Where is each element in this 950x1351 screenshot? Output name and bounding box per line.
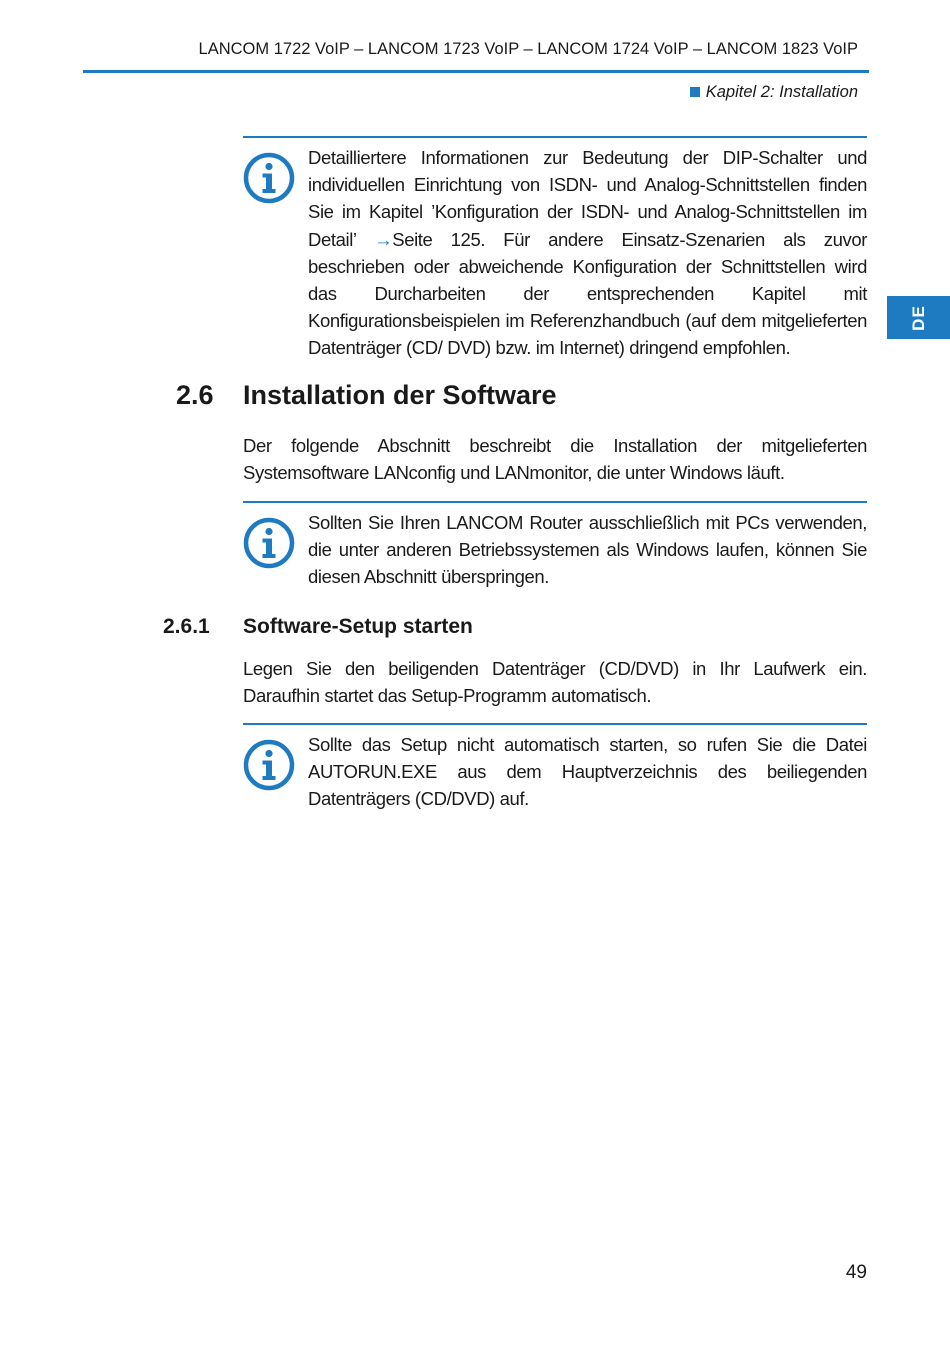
language-tab: [887, 296, 950, 339]
section-2-6-1-title: Software‑Setup starten: [243, 615, 473, 638]
info-note-3-text: Sollte das Setup nicht automatisch starten, so rufen Sie die Datei AUTORUN.EXE aus dem Hauptverzeichnis des beiliegenden Datenträgers (CD/DVD) auf.: [308, 734, 867, 810]
section-2-6-1-number: 2.6.1: [163, 615, 210, 638]
section-2-6-1-body: Legen Sie den beiligenden Datenträger (CD/DVD) in Ihr Laufwerk ein. Daraufhin startet das Setup‑Programm automatisch.: [243, 658, 867, 707]
info-icon: [243, 739, 295, 791]
info-note-2: [243, 501, 867, 591]
header-rule: [83, 70, 869, 73]
running-header: LANCOM 1722 VoIP – LANCOM 1723 VoIP – LANCOM 1724 VoIP – LANCOM 1823 VoIP: [198, 40, 858, 58]
info-note-3: [243, 723, 867, 813]
info-icon: [243, 152, 295, 204]
chapter-label: [0, 83, 858, 102]
chapter-text: Kapitel 2: Installation: [705, 83, 858, 101]
page-number: 49: [845, 1262, 867, 1283]
info-note-1: [243, 136, 867, 362]
info-note-1-text: Detailliertere Informationen zur Bedeutung der DIP‑Schalter und individuellen Einrichtung von ISDN‑ und Analog‑Schnittstellen finden Sie im Kapitel ’Konfiguration der ISDN‑ und Analog‑Schnittstellen im Detail’ →Seite 125. Für andere Einsatz‑Szenarien als zuvor beschrieben oder abweichende Konfiguration der Schnittstellen wird das Durcharbeiten der entsprechenden Kapitel mit Konfigurationsbeispielen im Referenzhandbuch (auf dem mitgelieferten Datenträger (CD/ DVD) bzw. im Internet) dringend empfohlen.: [308, 147, 867, 359]
language-tab-label: DE: [908, 304, 928, 331]
info-note-2-text: Sollten Sie Ihren LANCOM Router ausschließlich mit PCs verwenden, die unter anderen Betriebssystemen als Windows laufen, können Sie diesen Abschnitt überspringen.: [308, 512, 867, 588]
section-2-6-title: Installation der Software: [243, 380, 557, 410]
section-2-6-number: 2.6: [176, 380, 214, 410]
reference-arrow-icon: →: [374, 228, 393, 250]
square-bullet-icon: [690, 87, 700, 97]
info-icon: [243, 517, 295, 569]
section-2-6-body: Der folgende Abschnitt beschreibt die Installation der mitgelieferten Systemsoftware LANconfig und LANmonitor, die unter Windows läuft.: [243, 435, 867, 484]
